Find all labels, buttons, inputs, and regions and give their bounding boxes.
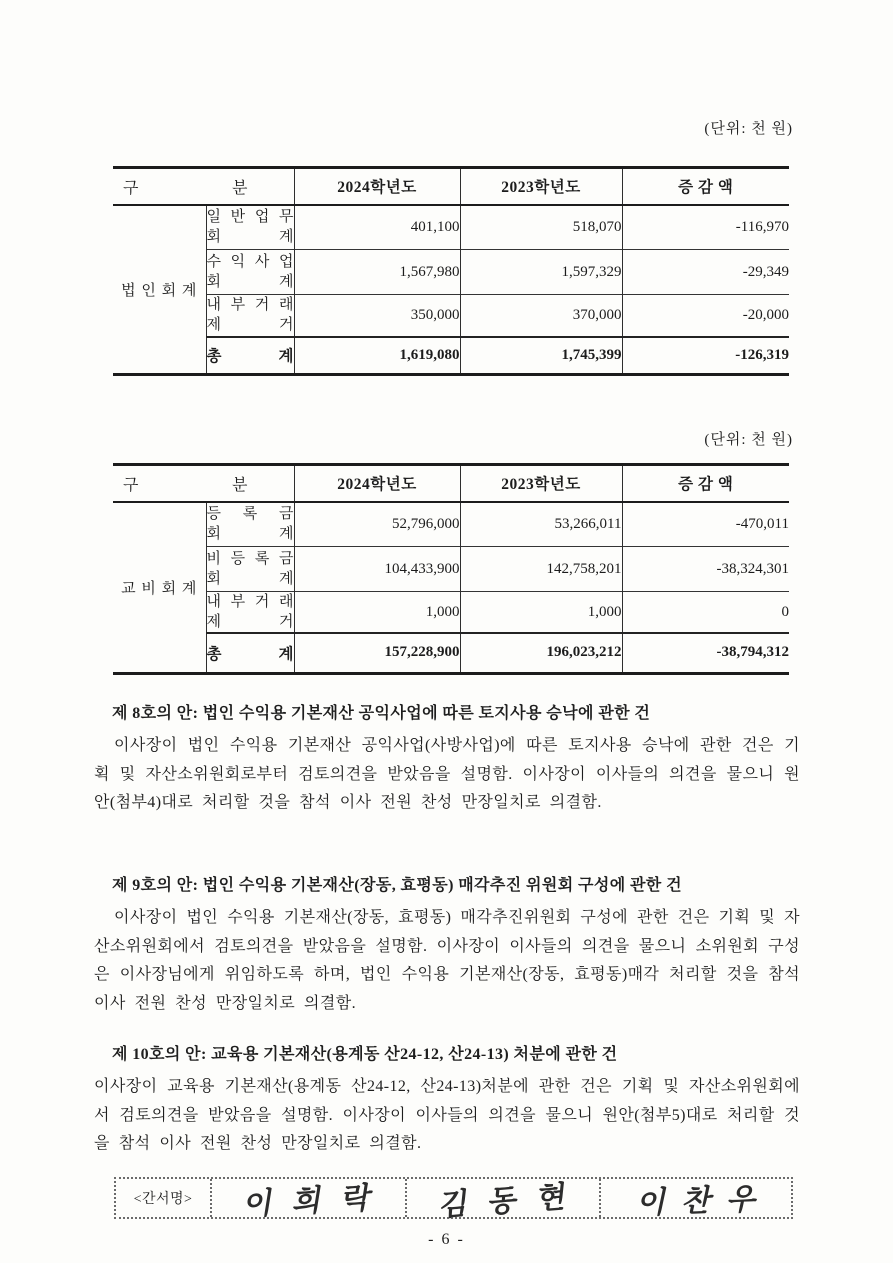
header-gubun-wrap <box>113 466 294 501</box>
total-diff: -126,319 <box>622 337 789 375</box>
handwritten-signature-3: 이찬우 <box>634 1182 777 1221</box>
agenda-item-8 <box>94 702 800 818</box>
signature-cell-3 <box>599 1179 791 1221</box>
value-diff: -116,970 <box>622 205 789 250</box>
row-label <box>206 502 294 547</box>
agenda-item-10 <box>94 1043 800 1159</box>
signature-box <box>114 1177 793 1223</box>
total-2024: 157,228,900 <box>294 633 460 673</box>
agenda-9-heading: 제 9호의 안: 법인 수익용 기본재산(장동, 효평동) 매각추진 위원회 구성에 관한 건 <box>112 877 682 894</box>
group-label-school-expense: 교 비 회 계 <box>121 580 198 597</box>
school-expense-accounting-table <box>113 463 789 675</box>
value-2023: 142,758,201 <box>460 547 622 592</box>
row-label-line1: 수 익 사 업 <box>206 254 294 270</box>
row-label <box>206 547 294 592</box>
row-label-line2: 회 계 <box>206 571 294 587</box>
agenda-9-body: 이사장이 법인 수익용 기본재산(장동, 효평동) 매각추진위원회 구성에 관한 건은 기획 및 자산소위원회에서 검토의견을 받았음을 설명함. 이사장이 이사들의 의견을 물으니 소위원회 구성은 이사장님에게 위임하도록 하며, 법인 수익용 기본재산(장동, 효평동)매각 처리할 것을 참석 이사 전원 찬성 만장일치로 의결함. <box>94 909 800 1012</box>
header-gubun-cell <box>113 168 294 205</box>
table-row-internal-transactions <box>113 592 789 634</box>
row-label-line2: 회 계 <box>206 526 294 543</box>
header-2024: 2024학년도 <box>294 168 460 205</box>
value-diff: -29,349 <box>622 250 789 295</box>
row-label-line1: 일 반 업 무 <box>206 209 294 226</box>
value-2023: 1,597,329 <box>460 250 622 295</box>
row-label <box>206 250 294 295</box>
total-2023: 1,745,399 <box>460 337 622 375</box>
header-2023: 2023학년도 <box>460 465 622 502</box>
header-gu: 구 <box>123 476 139 494</box>
agenda-8-heading: 제 8호의 안: 법인 수익용 기본재산 공익사업에 따른 토지사용 승낙에 관한 건 <box>112 705 651 722</box>
header-bun: 분 <box>232 179 248 197</box>
value-2023: 518,070 <box>460 205 622 250</box>
header-gu: 구 <box>123 179 139 197</box>
table-row-internal-transactions <box>113 295 789 337</box>
agenda-10-body: 이사장이 교육용 기본재산(용계동 산24-12, 산24-13)처분에 관한 건은 기획 및 자산소위원회에서 검토의견을 받았음을 설명함. 이사장이 이사들의 의견을 물으니 원안(첨부5)대로 처리할 것을 참석 이사 전원 찬성 만장일치로 의결함. <box>94 1078 800 1152</box>
row-label-line1: 내 부 거 래 <box>206 594 294 610</box>
table-row-non-tuition <box>113 547 789 592</box>
value-2024: 52,796,000 <box>294 502 460 547</box>
table-row-profit-business <box>113 250 789 295</box>
row-label-line1: 내 부 거 래 <box>206 297 294 314</box>
total-label: 총 계 <box>206 633 294 673</box>
agenda-8-body: 이사장이 법인 수익용 기본재산 공익사업(사방사업)에 따른 토지사용 승낙에 관한 건은 기획 및 자산소위원회로부터 검토의견을 받았음을 설명함. 이사장이 이사들의 의견을 물으니 원안(첨부4)대로 처리할 것을 참석 이사 전원 찬성 만장일치로 의결함. <box>94 737 800 811</box>
header-gubun-wrap <box>113 169 294 204</box>
row-label-line2: 제 거 <box>206 614 294 630</box>
table-row-general-business <box>113 205 789 250</box>
row-label-line1: 비 등 록 금 <box>206 551 294 567</box>
table-row-total <box>113 337 789 375</box>
header-diff: 증 감 액 <box>622 465 789 502</box>
value-diff: -38,324,301 <box>622 547 789 592</box>
row-label <box>206 592 294 634</box>
value-diff: -20,000 <box>622 295 789 337</box>
header-diff: 증 감 액 <box>622 168 789 205</box>
agenda-10-heading: 제 10호의 안: 교육용 기본재산(용계동 산24-12, 산24-13) 처분에 관한 건 <box>112 1046 618 1063</box>
row-label-line2: 회 계 <box>206 274 294 290</box>
row-label <box>206 205 294 250</box>
signature-cell-2 <box>405 1179 599 1223</box>
value-2023: 1,000 <box>460 592 622 634</box>
row-label-line2: 회 계 <box>206 229 294 246</box>
row-label <box>206 295 294 337</box>
row-label-line1: 등 록 금 <box>206 506 294 523</box>
total-label: 총 계 <box>206 337 294 375</box>
header-bun: 분 <box>232 476 248 494</box>
unit-label-2: (단위: 천 원) <box>704 432 793 448</box>
value-diff: 0 <box>622 592 789 634</box>
total-2023: 196,023,212 <box>460 633 622 673</box>
group-label-corporate: 법 인 회 계 <box>121 282 198 299</box>
header-2023: 2023학년도 <box>460 168 622 205</box>
signature-cell-1 <box>210 1179 405 1222</box>
value-2023: 370,000 <box>460 295 622 337</box>
table-header-row <box>113 465 789 502</box>
agenda-item-9 <box>94 874 800 1018</box>
value-2024: 1,567,980 <box>294 250 460 295</box>
table-row-tuition <box>113 502 789 547</box>
handwritten-signature-2: 김동현 <box>437 1179 588 1223</box>
value-2024: 1,000 <box>294 592 460 634</box>
page-number: - 6 - <box>428 1231 465 1248</box>
value-diff: -470,011 <box>622 502 789 547</box>
header-gubun-cell <box>113 465 294 502</box>
value-2024: 401,100 <box>294 205 460 250</box>
total-diff: -38,794,312 <box>622 633 789 673</box>
header-2024: 2024학년도 <box>294 465 460 502</box>
table-row-total <box>113 633 789 673</box>
value-2024: 350,000 <box>294 295 460 337</box>
row-label-line2: 제 거 <box>206 317 294 334</box>
total-2024: 1,619,080 <box>294 337 460 375</box>
signature-label: <간서명> <box>133 1192 193 1207</box>
handwritten-signature-1: 이희락 <box>241 1180 394 1222</box>
unit-label-1: (단위: 천 원) <box>704 121 793 137</box>
value-2023: 53,266,011 <box>460 502 622 547</box>
table-header-row <box>113 168 789 205</box>
corporate-accounting-table <box>113 166 789 376</box>
value-2024: 104,433,900 <box>294 547 460 592</box>
